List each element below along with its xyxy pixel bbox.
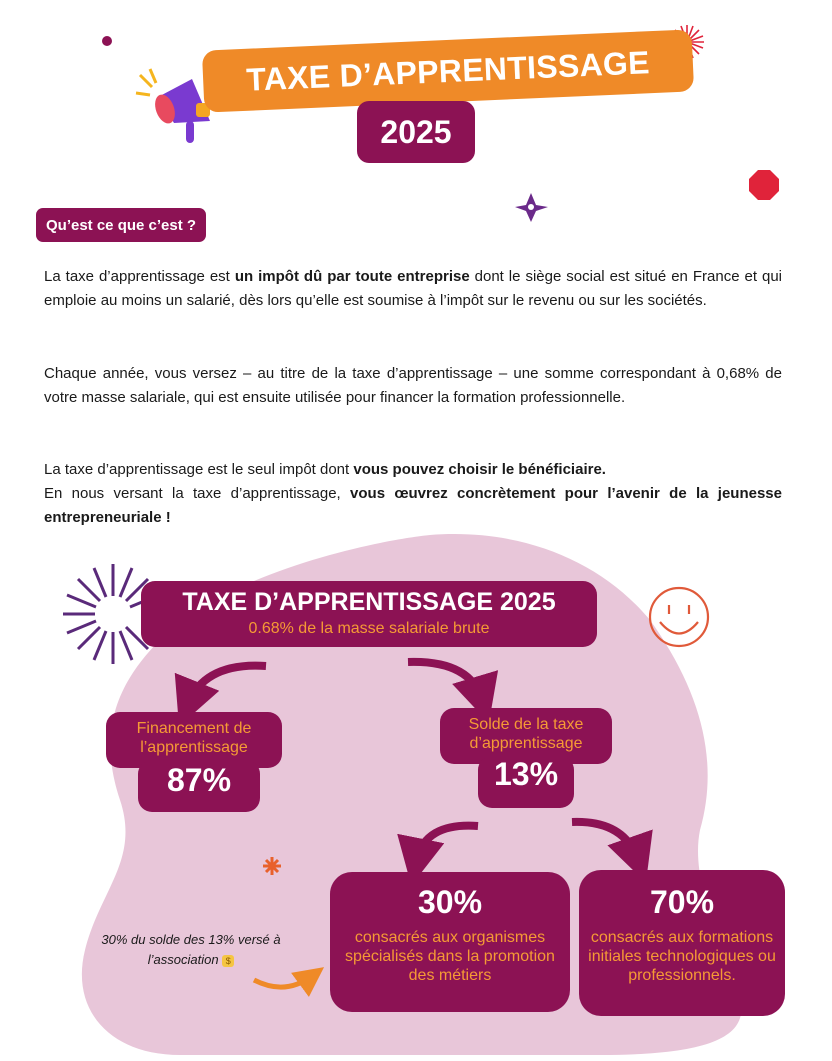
association-note — [96, 930, 286, 970]
paragraph-3-text: La taxe d’apprentissage est le seul impôt dont — [44, 461, 354, 478]
year-badge — [357, 101, 475, 163]
paragraph-4-text: En nous versant la taxe d’apprentissage, — [44, 485, 351, 502]
paragraph-2-text: Chaque année, vous versez – au titre de la taxe d’apprentissage – une somme correspondant à 0,68% de votre masse salariale, qui est ensuite utilisée pour financer la formation professionnelle. — [44, 365, 782, 406]
bottom-left-label: consacrés aux organismes spécialisés dans la promotion des métiers — [345, 929, 555, 984]
right-box-value: 13% — [493, 756, 559, 792]
money-bag-icon: $ — [222, 955, 234, 967]
right-box-label: Solde de la taxe d’apprentissage — [468, 716, 584, 752]
dot-decoration — [102, 36, 112, 46]
paragraph-3 — [44, 458, 782, 482]
infographic-title: TAXE D’APPRENTISSAGE 2025 — [182, 588, 556, 616]
octagon-decoration — [749, 170, 779, 200]
smiley-icon — [650, 588, 708, 646]
infographic-subtitle: 0.68% de la masse salariale brute — [248, 620, 490, 637]
bottom-right-label: consacrés aux formations initiales technologiques ou professionnels. — [588, 929, 776, 984]
year-label: 2025 — [380, 113, 452, 150]
paragraph-4 — [44, 482, 782, 530]
paragraph-3-bold: vous pouvez choisir le bénéficiaire. — [353, 461, 606, 478]
megaphone-icon — [136, 69, 210, 143]
paragraph-4-bold: vous œuvrez concrètement pour l’avenir de la jeunesse entrepreneuriale ! — [44, 485, 782, 526]
paragraph-1 — [44, 265, 782, 313]
bottom-right-value: 70% — [649, 884, 715, 920]
paragraph-1-bold: un impôt dû par toute entreprise — [234, 268, 470, 285]
section-heading — [36, 208, 206, 242]
bottom-left-value: 30% — [417, 884, 483, 920]
paragraph-1-text-end: dont le siège social est situé en France et qui emploie au moins un salarié, dès lors qu’elle est soumise à l’impôt sur le revenu ou sur les sociétés. — [44, 268, 783, 309]
paragraph-2 — [44, 362, 782, 410]
section-heading-label: Qu’est ce que c’est ? — [46, 216, 197, 234]
page-title: TAXE D’APPRENTISSAGE — [245, 43, 651, 98]
paragraph-1-text: La taxe d’apprentissage est — [44, 268, 235, 285]
left-box-label: Financement de l’apprentissage — [136, 720, 252, 756]
left-box-value: 87% — [166, 762, 232, 798]
association-note-text: 30% du solde des 13% versé à l’association — [101, 932, 281, 967]
